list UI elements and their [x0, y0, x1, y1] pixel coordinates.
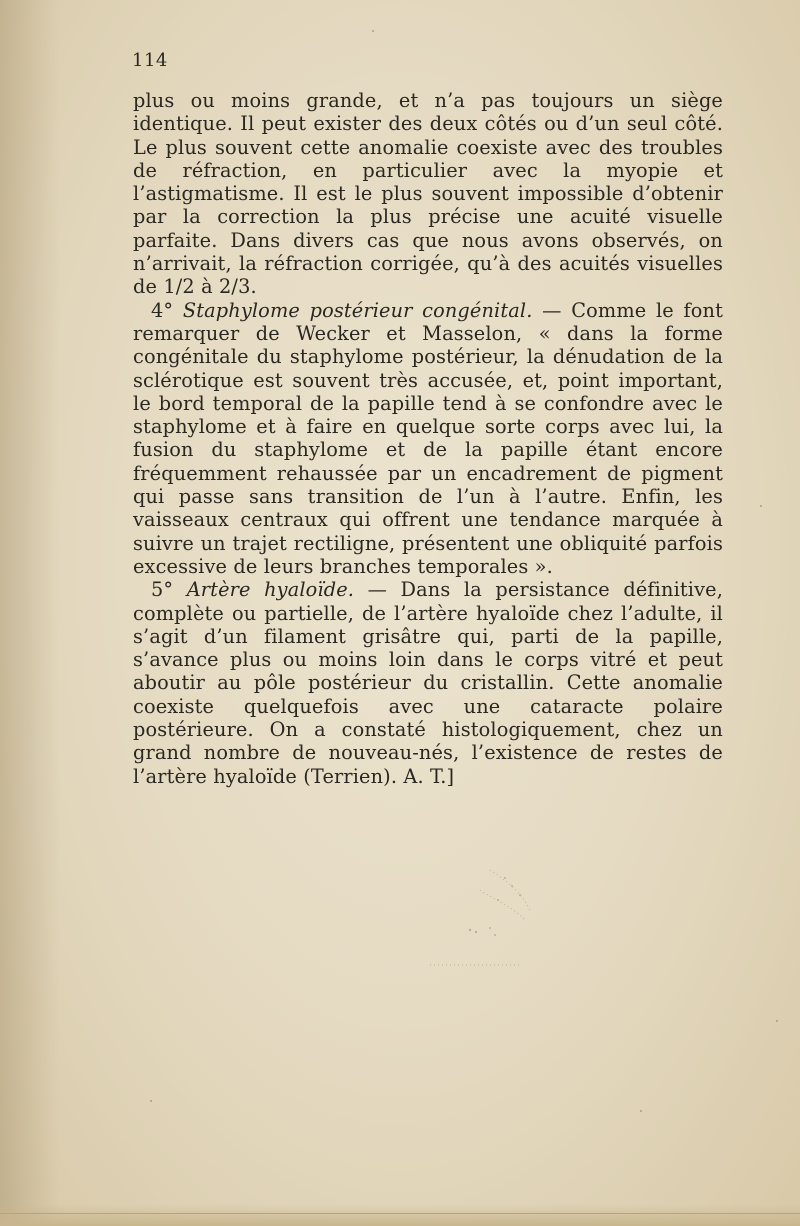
paper-speck [776, 1020, 778, 1022]
paragraph-3 [133, 578, 723, 788]
paper-speck [760, 505, 762, 507]
paragraph-3-number: 5° [151, 578, 187, 602]
paragraph-1-text: plus ou moins grande, et n’a pas toujours un siège identique. Il peut exister des deux côtés ou d’un seul côté. Le plus souvent cette anomalie coexiste avec des troubles de réfraction, en particulier avec la myopie et l’astigmatisme. Il est le plus souvent impossible d’obtenir par la correction la plus précise une acuité visuelle parfaite. Dans divers cas que nous avons observés, on n’arrivait, la réfraction corrigée, qu’à des acuités visuelles de 1/2 à 2/3. [133, 89, 723, 299]
paper-speck [640, 1110, 642, 1112]
body-text [133, 89, 723, 788]
paper-speck [150, 1100, 152, 1102]
page-shadow-left [0, 0, 60, 1226]
paper-speck [372, 30, 374, 32]
faded-library-stamp [410, 860, 550, 970]
page-number: 114 [132, 50, 168, 71]
page-bottom-edge [0, 1213, 800, 1214]
paragraph-3-text: — Dans la persistance définitive, complète ou partielle, de l’artère hyaloïde chez l’adulte, il s’agit d’un filament grisâtre qui, parti de la papille, s’avance plus ou moins loin dans le corps vitré et peut aboutir au pôle postérieur du cristallin. Cette anomalie coexiste quelquefois avec une cataracte polaire postérieure. On a constaté histologiquement, chez un grand nombre de nouveau-nés, l’existence de restes de l’artère hyaloïde (Terrien). A. T.] [133, 578, 723, 788]
paragraph-1 [133, 89, 723, 299]
paragraph-3-heading: Artère hyaloïde. [186, 578, 355, 602]
paragraph-2 [133, 299, 723, 579]
paragraph-2-heading: Staphylome postérieur congénital. [182, 298, 533, 322]
page-shadow-bottom [0, 1204, 800, 1226]
paragraph-2-text: — Comme le font remarquer de Wecker et Masselon, « dans la forme congénitale du staphylome postérieur, la dénudation de la sclérotique est souvent très accusée, et, point important, le bord temporal de la papille tend à se confondre avec le staphylome et à faire en quelque sorte corps avec lui, la fusion du staphylome et de la papille étant encore fréquemment rehaussée par un encadrement de pigment qui passe sans transition de l’un à l’autre. Enfin, les vaisseaux centraux qui offrent une tendance marquée à suivre un trajet rectiligne, présentent une obliquité parfois excessive de leurs branches temporales ». [133, 298, 723, 578]
paragraph-2-number: 4° [151, 298, 183, 322]
